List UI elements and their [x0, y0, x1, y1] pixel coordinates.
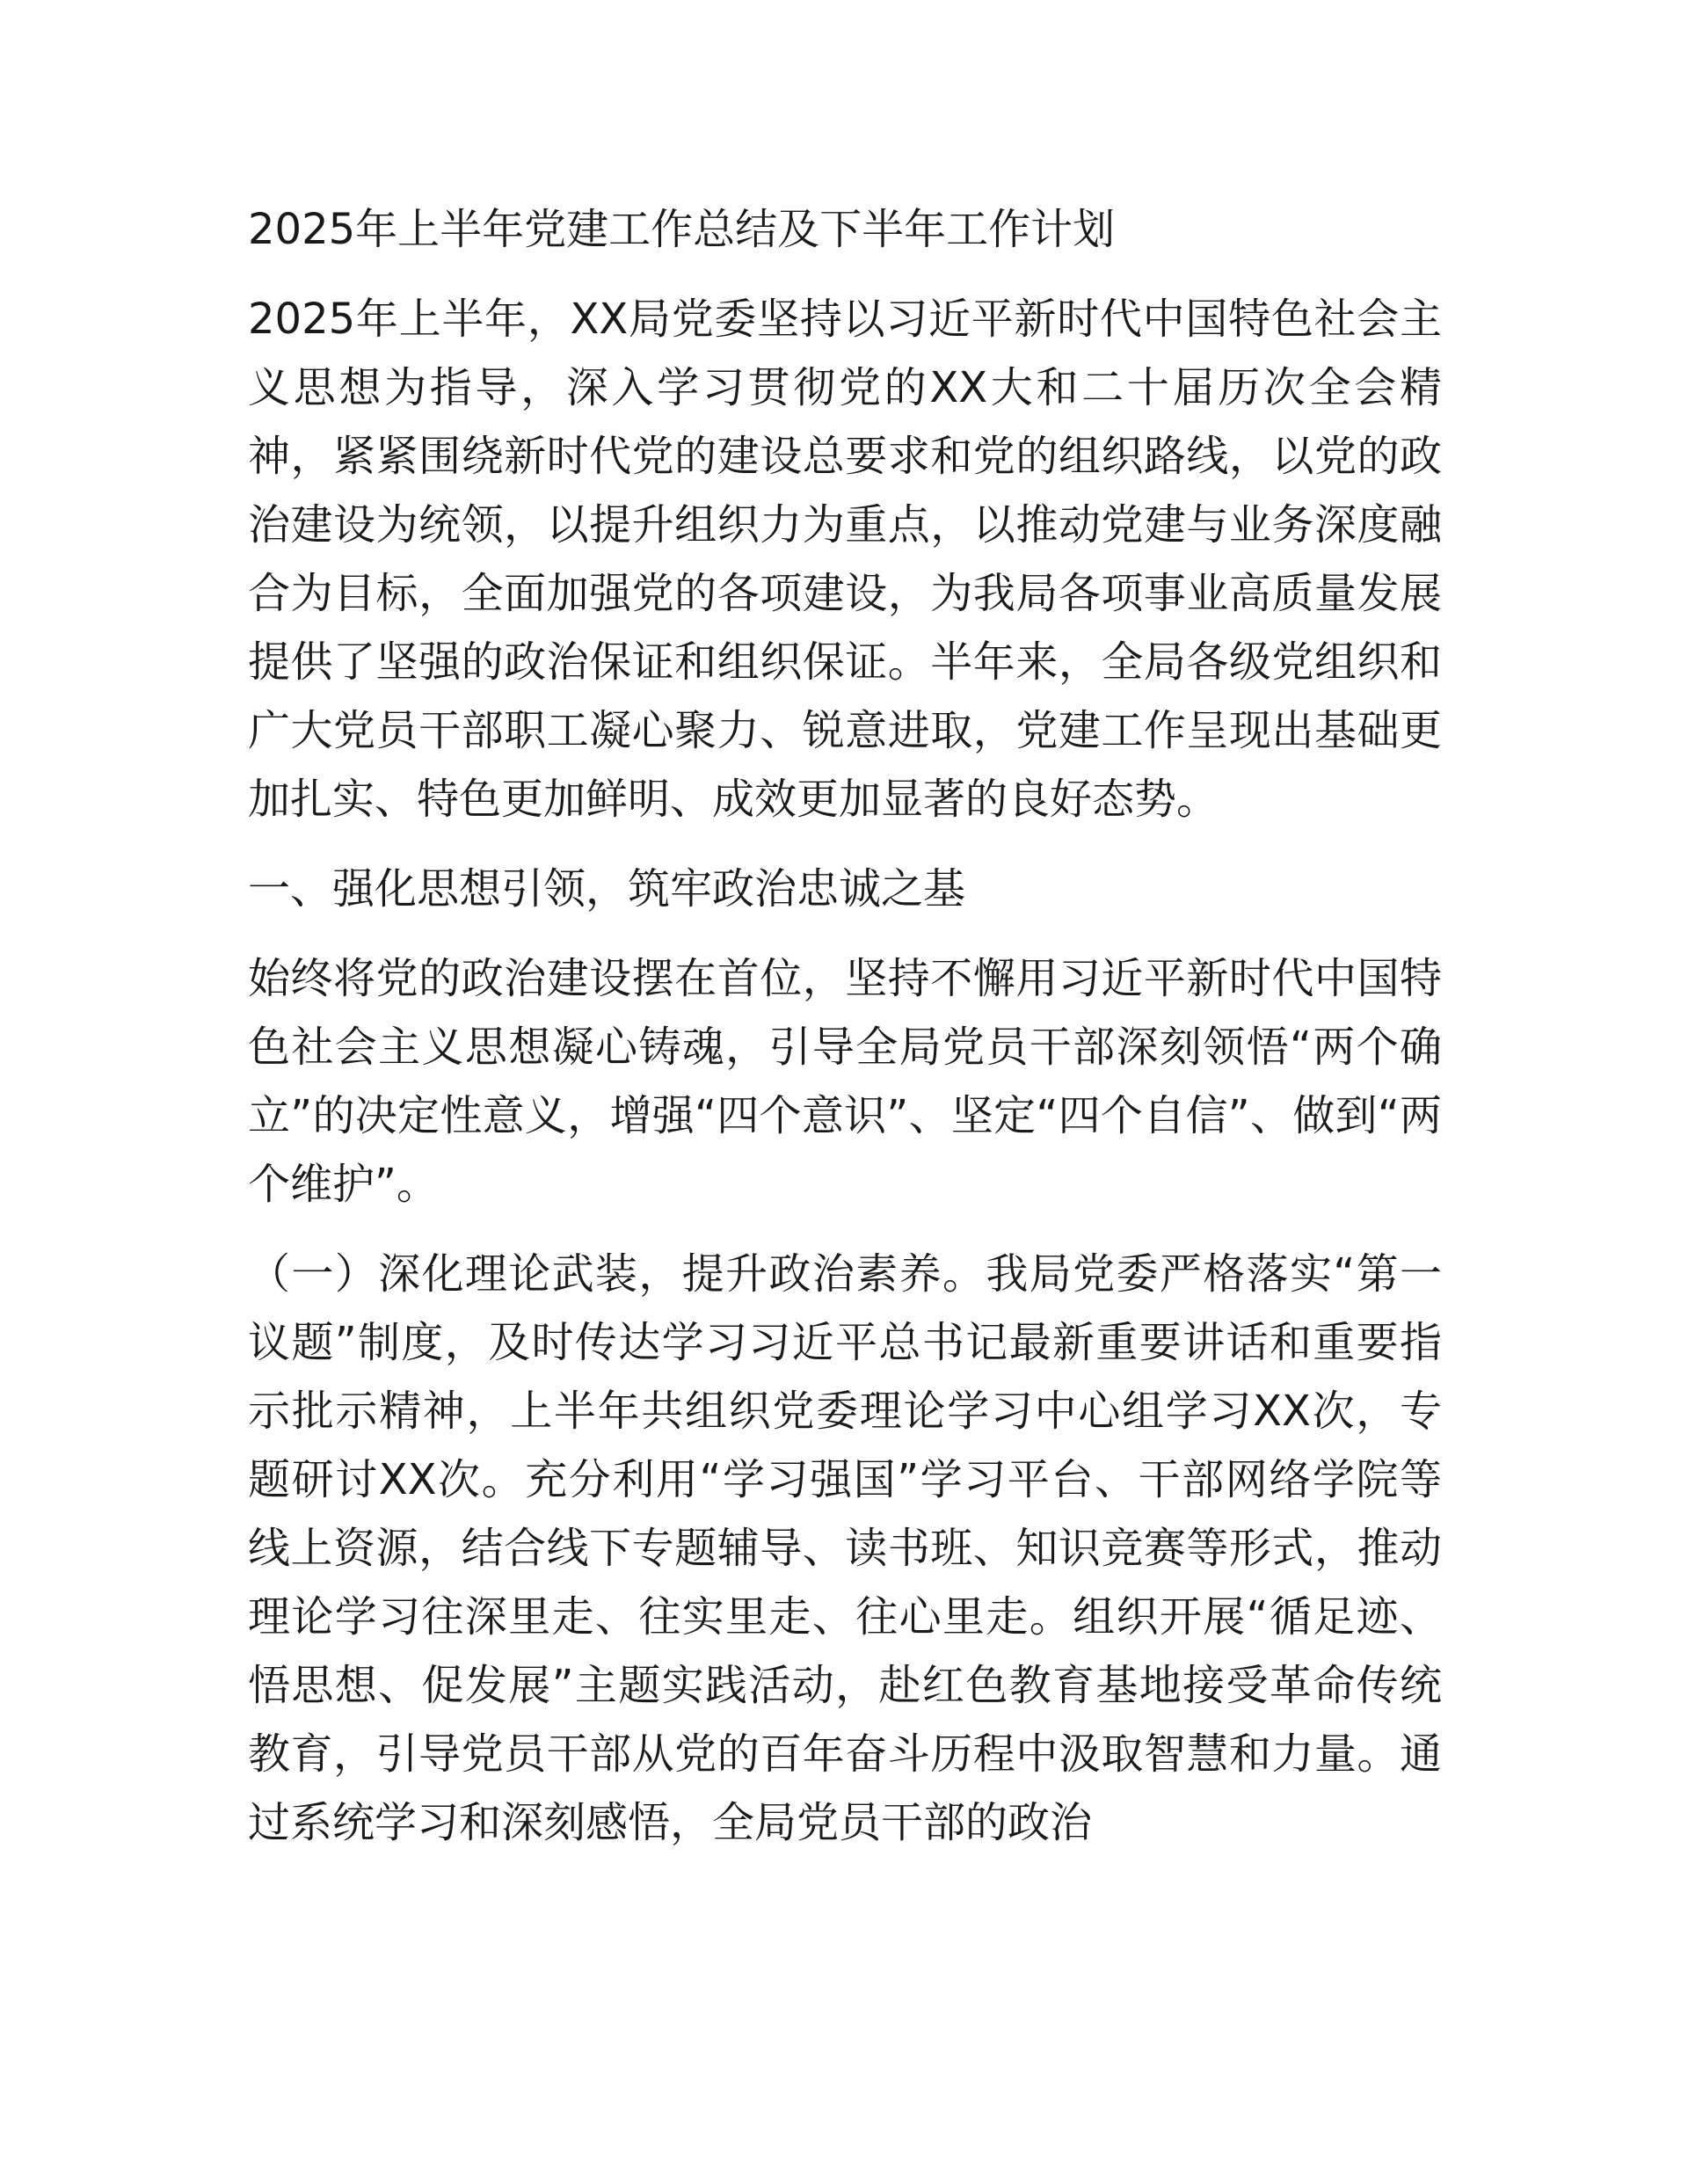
- document-body: [248, 195, 1442, 1878]
- intro-paragraph: 2025年上半年，XX局党委坚持以习近平新时代中国特色社会主义思想为指导，深入学习贯彻党的XX大和二十届历次全会精神，紧紧围绕新时代党的建设总要求和党的组织路线，以党的政治建设为统领，以提升组织力为重点，以推动党建与业务深度融合为目标，全面加强党的各项建设，为我局各项事业高质量发展提供了坚强的政治保证和组织保证。半年来，全局各级党组织和广大党员干部职工凝心聚力、锐意进取，党建工作呈现出基础更加扎实、特色更加鲜明、成效更加显著的良好态势。: [248, 295, 1442, 824]
- section-1-paragraph: 始终将党的政治建设摆在首位，坚持不懈用习近平新时代中国特色社会主义思想凝心铸魂，引导全局党员干部深刻领悟“两个确立”的决定性意义，增强“四个意识”、坚定“四个自信”、做到“两个维护”。: [248, 954, 1442, 1209]
- subsection-1-paragraph: （一）深化理论武装，提升政治素养。我局党委严格落实“第一议题”制度，及时传达学习习近平总书记最新重要讲话和重要指示批示精神，上半年共组织党委理论学习中心组学习XX次，专题研讨XX次。充分利用“学习强国”学习平台、干部网络学院等线上资源，结合线下专题辅导、读书班、知识竞赛等形式，推动理论学习往深里走、往实里走、往心里走。组织开展“循足迹、悟思想、促发展”主题实践活动，赴红色教育基地接受革命传统教育，引导党员干部从党的百年奋斗历程中汲取智慧和力量。通过系统学习和深刻感悟，全局党员干部的政治: [248, 1249, 1442, 1847]
- document-title: 2025年上半年党建工作总结及下半年工作计划: [248, 205, 1116, 254]
- section-heading-1: 一、强化思想引领，筑牢政治忠诚之基: [248, 864, 966, 914]
